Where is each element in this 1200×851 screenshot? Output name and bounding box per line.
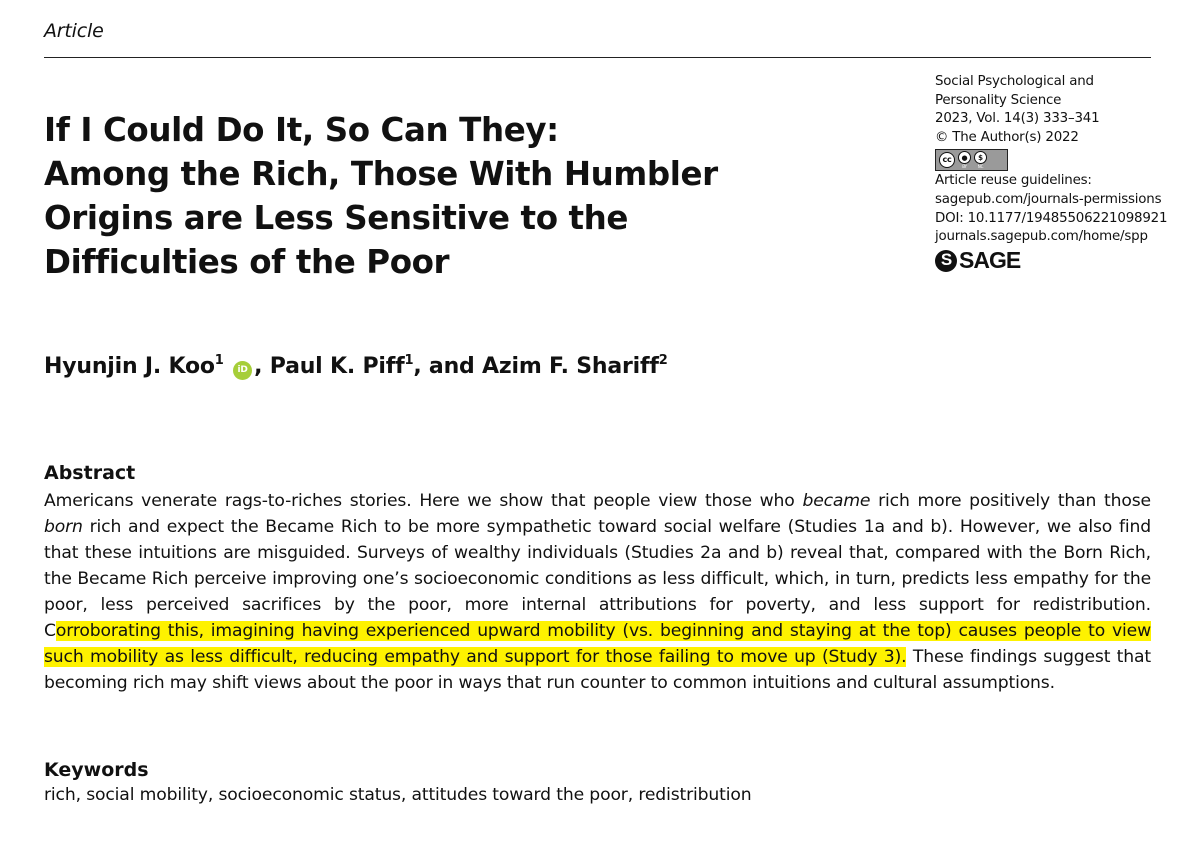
- title-line: Among the Rich, Those With Humbler: [44, 155, 718, 193]
- abstract-segment: These findings suggest that becoming rich may shift views about the poor in ways that run counter to common intuitions and cultural assumptions.: [44, 647, 1151, 693]
- highlighted-passage[interactable]: orroborating this, imagining having experienced upward mobility (vs. beginning and staying at the top) causes people to view such mobility as less difficult, reducing empathy and support for those failing to move up (Study 3).: [44, 621, 1151, 667]
- author-separator: ,: [254, 354, 270, 379]
- author-name[interactable]: Paul K. Piff: [269, 354, 405, 379]
- header-rule: [44, 57, 1151, 58]
- volume-info: 2023, Vol. 14(3) 333–341: [935, 111, 1100, 127]
- abstract-segment: rich and expect the Became Rich to be more sympathetic toward social welfare (Studies 1a and b). However, we also find that these intuitions are misguided. Surveys of wealthy individuals (Studies 2a and b) reveal that, compared with the Born Rich, the Became Rich perceive improving one’s socioeconomic conditions as less difficult, which, in turn, predicts less empathy for the poor, less perceived sacrifices by the poor, more internal attributions for poverty, and less support for redistribution. C: [44, 517, 1151, 641]
- cc-by-label: BY: [962, 164, 967, 170]
- title-line: Origins are Less Sensitive to the: [44, 199, 629, 237]
- cc-nc-icon: [974, 151, 987, 169]
- abstract-segment: Americans venerate rags-to-riches stories. Here we show that people view those who: [44, 491, 803, 511]
- abstract-emphasis: born: [44, 517, 83, 537]
- no-dollar-icon: $: [974, 151, 987, 164]
- person-icon: ●: [958, 151, 971, 164]
- abstract-segment: rich more positively than those: [870, 491, 1151, 511]
- author-name[interactable]: Hyunjin J. Koo: [44, 354, 215, 379]
- copyright-notice: © The Author(s) 2022: [935, 129, 1079, 145]
- affiliation-marker: 1: [214, 353, 224, 368]
- article-type-label: Article: [44, 20, 104, 42]
- journal-name-line: Social Psychological and: [935, 74, 1094, 89]
- sage-wordmark: SAGE: [959, 247, 1021, 274]
- sage-logo: [935, 247, 1165, 274]
- journal-name-line: Personality Science: [935, 92, 1062, 108]
- doi-link[interactable]: DOI: 10.1177/19485506221098921: [935, 210, 1168, 226]
- sage-mark-icon: S: [935, 250, 957, 272]
- cc-icon: cc: [939, 152, 955, 168]
- affiliation-marker: 1: [404, 353, 414, 368]
- cc-by-icon: [958, 151, 971, 169]
- article-title: [44, 108, 884, 284]
- abstract-heading: Abstract: [44, 462, 136, 484]
- title-line: Difficulties of the Poor: [44, 243, 450, 281]
- cc-nc-label: NC: [977, 164, 984, 170]
- cc-license-badge[interactable]: [935, 149, 1008, 171]
- journal-home-link[interactable]: journals.sagepub.com/home/spp: [935, 229, 1148, 245]
- author-list: [44, 354, 668, 380]
- title-line: If I Could Do It, So Can They:: [44, 111, 559, 149]
- reuse-label: Article reuse guidelines:: [935, 173, 1092, 189]
- author-separator: , and: [413, 354, 483, 379]
- abstract-text: [44, 488, 1151, 696]
- abstract-emphasis: became: [802, 491, 871, 511]
- reuse-link[interactable]: sagepub.com/journals-permissions: [935, 191, 1162, 207]
- orcid-icon[interactable]: iD: [233, 361, 252, 380]
- journal-metadata: [935, 73, 1168, 274]
- affiliation-marker: 2: [658, 353, 668, 368]
- author-name[interactable]: Azim F. Shariff: [482, 354, 659, 379]
- keywords-heading: Keywords: [44, 759, 149, 781]
- keywords-list: rich, social mobility, socioeconomic status, attitudes toward the poor, redistribution: [44, 785, 752, 805]
